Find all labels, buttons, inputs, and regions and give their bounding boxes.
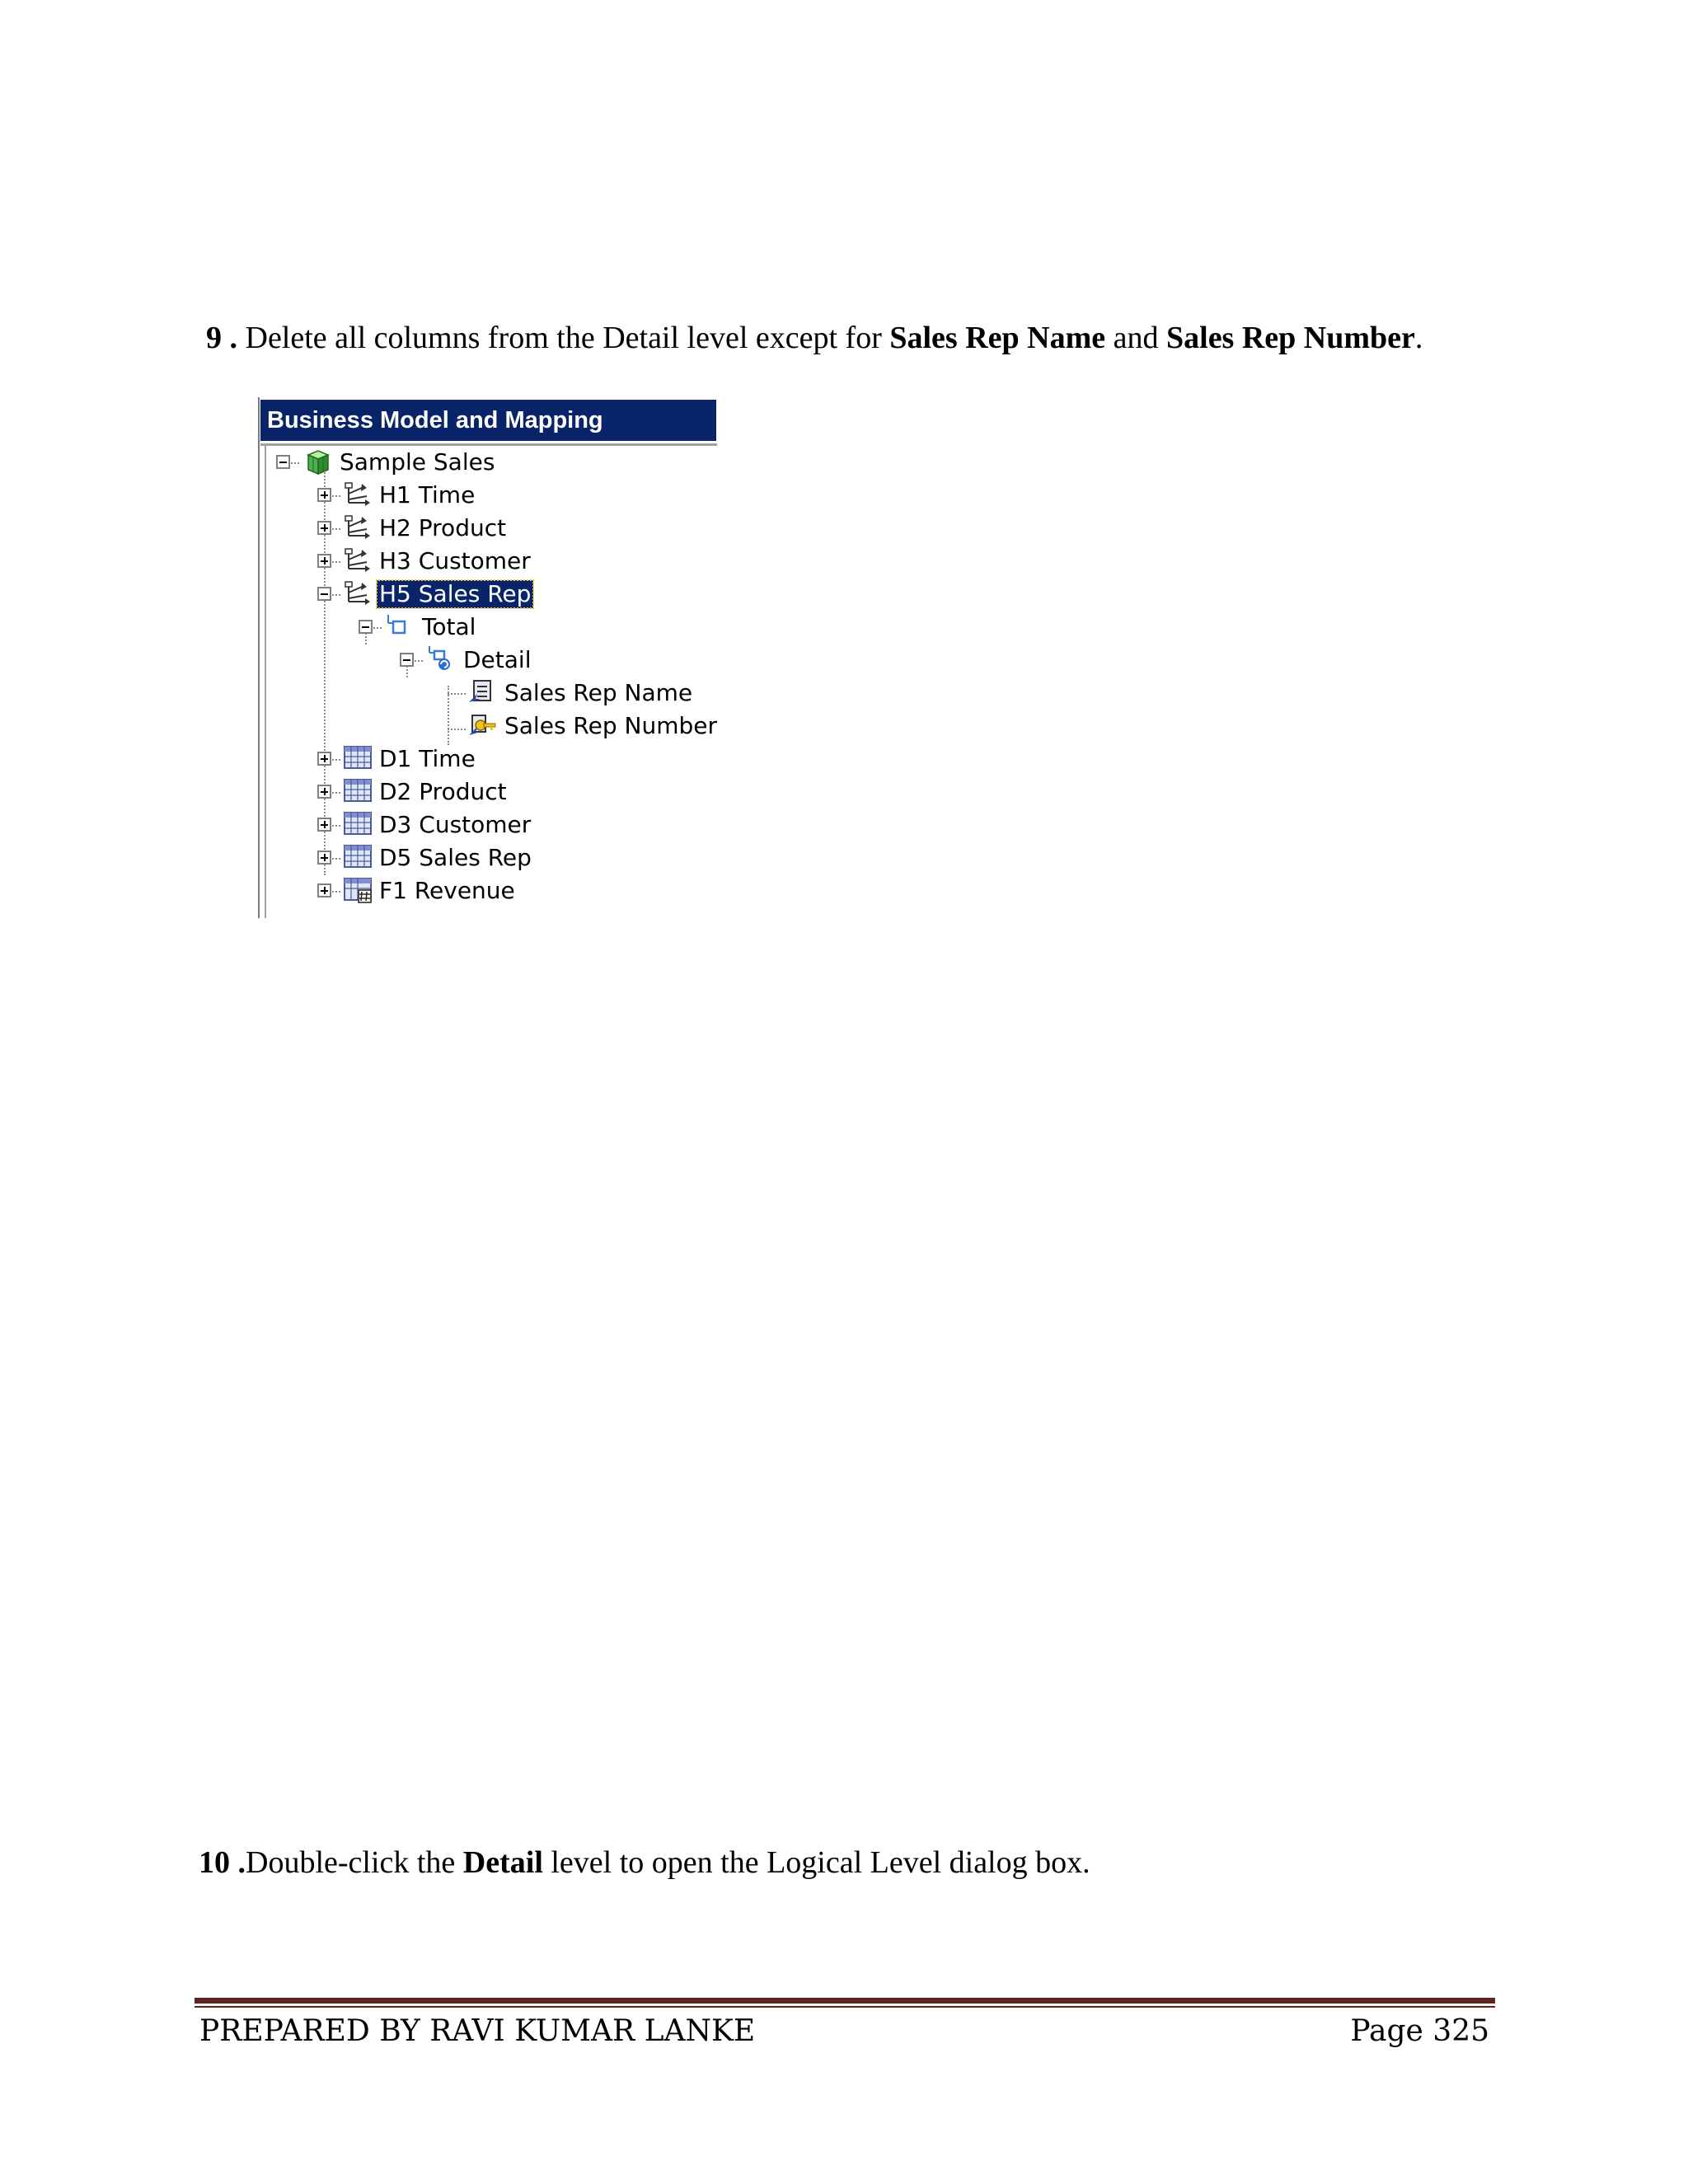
- tree-node-d5-sales-rep[interactable]: [258, 842, 717, 875]
- tree-node-label: H3 Customer: [379, 547, 531, 574]
- tree-node-sales-rep-number[interactable]: [258, 710, 717, 743]
- tree-node-label: Sales Rep Number: [504, 712, 717, 739]
- tree-node-label: Total: [422, 613, 476, 640]
- tree-connector: [448, 693, 466, 695]
- footer-rule-thin: [195, 2006, 1495, 2008]
- hierarchy-icon: [342, 480, 373, 508]
- expand-icon[interactable]: [317, 851, 331, 865]
- tree-connector: [291, 462, 299, 464]
- tree-connector: [332, 594, 340, 596]
- table-icon: [342, 776, 373, 804]
- footer-author: PREPARED BY RAVI KUMAR LANKE: [199, 2014, 756, 2048]
- tree-node-label: F1 Revenue: [379, 877, 515, 904]
- expand-icon[interactable]: [317, 521, 331, 535]
- tree-connector: [332, 495, 340, 497]
- tree-node-total[interactable]: [258, 612, 717, 644]
- step-9-text-b: and: [1105, 321, 1166, 355]
- footer-page-number: Page 325: [1350, 2014, 1489, 2048]
- tree-node-label: D1 Time: [379, 745, 476, 772]
- detail-level-icon: [424, 644, 456, 673]
- tree-node-label: D5 Sales Rep: [379, 844, 532, 871]
- step-10-number: 10 .: [199, 1845, 246, 1880]
- tree-node-label: Sample Sales: [340, 448, 495, 476]
- step-9-bold-sales-rep-number: Sales Rep Number: [1166, 321, 1415, 355]
- tree-node-label: D2 Product: [379, 778, 507, 805]
- tree-node-label: Detail: [463, 646, 532, 673]
- expand-icon[interactable]: [317, 785, 331, 799]
- expand-icon[interactable]: [317, 488, 331, 502]
- collapse-icon[interactable]: [359, 620, 373, 634]
- business-model-cube-icon: [302, 448, 333, 476]
- tree-node-detail[interactable]: [258, 644, 717, 677]
- level-icon: [383, 612, 415, 640]
- tree-connector: [373, 627, 382, 629]
- key-column-icon: [467, 710, 499, 738]
- business-model-panel-screenshot: [258, 397, 717, 918]
- business-model-tree: [258, 397, 717, 918]
- table-icon: [342, 842, 373, 870]
- hierarchy-icon: [342, 579, 373, 607]
- tree-node-sales-rep-name[interactable]: [258, 677, 717, 710]
- table-icon: [342, 743, 373, 771]
- expand-icon[interactable]: [317, 883, 331, 898]
- tree-node-h5-sales-rep[interactable]: [258, 579, 717, 612]
- step-10-instruction: [199, 1844, 1090, 1882]
- tree-connector: [332, 891, 340, 893]
- collapse-icon[interactable]: [276, 455, 290, 469]
- expand-icon[interactable]: [317, 752, 331, 766]
- collapse-icon[interactable]: [400, 653, 414, 667]
- logical-column-icon: [467, 677, 499, 705]
- step-10-text-b: level to open the Logical Level dialog box.: [542, 1845, 1090, 1880]
- tree-node-sample-sales[interactable]: [258, 447, 717, 480]
- tree-connector: [332, 858, 340, 860]
- collapse-icon[interactable]: [317, 587, 331, 601]
- table-icon: [342, 809, 373, 837]
- step-10-text-a: Double-click the: [246, 1845, 463, 1880]
- hierarchy-icon: [342, 513, 373, 541]
- expand-icon[interactable]: [317, 554, 331, 568]
- tree-node-d1-time[interactable]: [258, 743, 717, 776]
- footer-rule: [195, 1998, 1495, 2004]
- tree-connector: [332, 561, 340, 563]
- tree-node-label: D3 Customer: [379, 811, 532, 838]
- expand-icon[interactable]: [317, 818, 331, 832]
- tree-node-d3-customer[interactable]: [258, 809, 717, 842]
- panel-title-bar: Business Model and Mapping: [260, 400, 716, 441]
- tree-node-label: H1 Time: [379, 481, 476, 509]
- step-9-instruction: [206, 319, 1423, 357]
- fact-table-icon: [342, 875, 373, 903]
- tree-connector: [332, 792, 340, 794]
- tree-connector: [448, 729, 466, 730]
- tree-connector: [332, 759, 340, 761]
- tree-node-label: H2 Product: [379, 514, 507, 541]
- tree-connector: [332, 528, 340, 530]
- tree-node-h2-product[interactable]: [258, 513, 717, 546]
- step-9-text-a: Delete all columns from the Detail level except for: [237, 321, 890, 355]
- tree-connector: [415, 660, 423, 662]
- step-9-text-c: .: [1414, 321, 1423, 355]
- hierarchy-icon: [342, 546, 373, 574]
- step-10-bold-detail: Detail: [462, 1845, 543, 1880]
- tree-node-d2-product[interactable]: [258, 776, 717, 809]
- tree-node-h3-customer[interactable]: [258, 546, 717, 579]
- tree-node-h1-time[interactable]: [258, 480, 717, 513]
- step-9-number: 9 .: [206, 321, 237, 355]
- tree-node-label-selected: H5 Sales Rep: [377, 580, 533, 608]
- step-9-bold-sales-rep-name: Sales Rep Name: [889, 321, 1106, 355]
- tree-node-label: Sales Rep Name: [504, 679, 693, 706]
- tree-connector: [332, 825, 340, 827]
- tree-node-f1-revenue[interactable]: [258, 875, 717, 908]
